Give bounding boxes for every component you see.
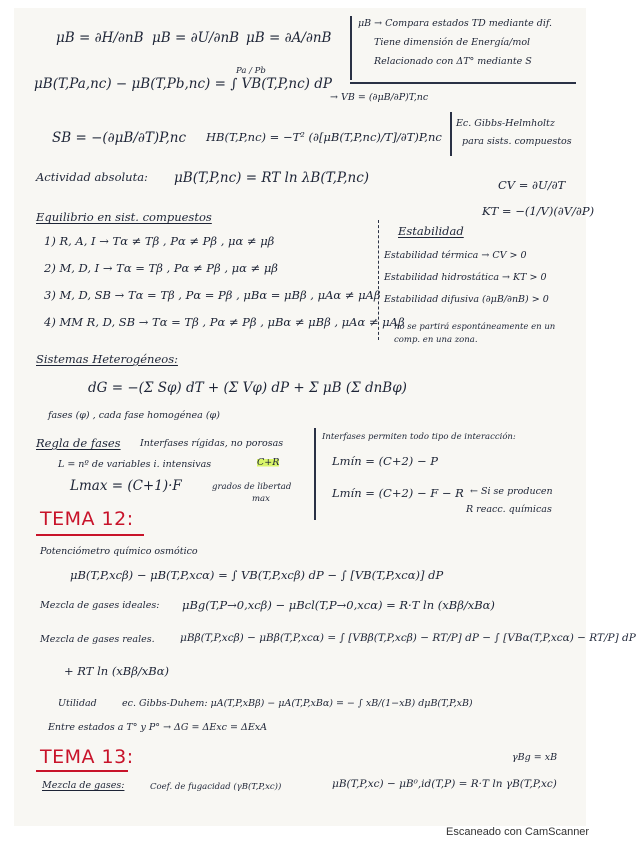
fases-lmin-reacciones: Lmín = (C+2) − F − R (332, 486, 464, 500)
integral-limits: Pa / Pb (236, 66, 266, 76)
tema-12-underline (36, 534, 144, 536)
equilibrio-row-1: 1) R, A, I → Tα ≠ Tβ , Pα ≠ Pβ , μα ≠ μβ (44, 234, 275, 248)
tema-13-equation: μB(T,P,xc) − μB⁰,id(T,P) = R·T ln γB(T,P,xc) (332, 778, 557, 790)
sistemas-heading: Sistemas Heterogéneos: (36, 352, 178, 366)
gh-note-2: para sists. compuestos (462, 136, 572, 147)
def-muB-A: μB = ∂A/∂nB (246, 30, 332, 46)
gh-divider (450, 112, 452, 156)
gh-note-1: Ec. Gibbs-Helmholtz (456, 118, 555, 129)
estabilidad-heading: Estabilidad (398, 224, 464, 238)
tema-12-equation-1: μB(T,P,xcβ) − μB(T,P,xcα) = ∫ VB(T,P,xcβ) dP − ∫ [VB(T,P,xcα)] dP (70, 568, 444, 582)
fases-lmax: Lmax = (C+1)·F (70, 478, 182, 494)
equilibrio-row-4: 4) MM R, D, SB → Tα = Tβ , Pα ≠ Pβ , μBα ≠ μBβ , μAα ≠ μAβ (44, 315, 405, 329)
note-line-1: μB → Compara estados TD mediante dif. (358, 18, 553, 29)
tema-12-reales-tail: + RT ln (xBβ/xBα) (64, 664, 169, 678)
estabilidad-row-2: Estabilidad hidrostática → KT > 0 (384, 272, 547, 283)
vb-definition: → VB = (∂μB/∂P)T,nc (330, 92, 429, 103)
def-muB-H: μB = ∂H/∂nB (56, 30, 144, 46)
note-line-3: Relacionado con ΔT° mediante S (374, 56, 532, 67)
tema-12-title: TEMA 12: (40, 508, 134, 530)
fases-grados-2: max (252, 494, 270, 504)
tema-12-potenciometro: Potenciómetro químico osmótico (40, 546, 198, 557)
estabilidad-row-1: Estabilidad térmica → CV > 0 (384, 250, 527, 261)
tema-12-reales-label: Mezcla de gases reales. (40, 634, 155, 645)
entropy-equation: SB = −(∂μB/∂T)P,nc (52, 130, 187, 146)
tema-12-reales-equation: μBβ(T,P,xcβ) − μBβ(T,P,xcα) = ∫ [VBβ(T,P,xcβ) − RT/P] dP − ∫ [VBα(T,P,xcα) − RT/P] dP (180, 632, 636, 644)
cv-definition: CV = ∂U/∂T (498, 178, 566, 192)
scanned-notes-page (14, 8, 636, 826)
note-line-2: Tiene dimensión de Energía/mol (374, 37, 531, 48)
fases-si-producen: ← Si se producen (470, 486, 553, 497)
fases-grados-1: grados de libertad (212, 482, 292, 492)
kt-definition: KT = −(1/V)(∂V/∂P) (482, 204, 595, 218)
fases-divider (314, 428, 316, 520)
tema-13-identity: γBg = xB (512, 752, 558, 763)
tema-13-underline (36, 770, 128, 772)
fases-cr-highlight: C+R (257, 457, 280, 468)
tema-13-coeficiente: Coef. de fugacidad (γB(T,P,xc)) (150, 782, 282, 792)
tema-12-ideales-label: Mezcla de gases ideales: (40, 600, 160, 611)
fases-heading: Regla de fases (36, 436, 121, 450)
fases-reacc-quimicas: R reacc. químicas (466, 504, 552, 515)
tema-13-title: TEMA 13: (40, 746, 134, 768)
fases-lmin: Lmín = (C+2) − P (332, 454, 438, 468)
integral-equation: μB(T,Pa,nc) − μB(T,Pb,nc) = ∫ VB(T,P,nc) dP (34, 76, 332, 92)
fases-subheading: Interfases rígidas, no porosas (140, 438, 284, 449)
equilibrio-row-3: 3) M, D, SB → Tα = Tβ , Pα = Pβ , μBα = μBβ , μAα ≠ μAβ (44, 288, 381, 302)
estabilidad-row-3: Estabilidad difusiva (∂μB/∂nB) > 0 (384, 294, 549, 305)
equilibrio-row-2: 2) M, D, I → Tα = Tβ , Pα ≠ Pβ , μα ≠ μβ (44, 261, 278, 275)
sistemas-formula: dG = −(Σ Sφ) dT + (Σ Vφ) dP + Σ μB (Σ dnBφ) (88, 380, 407, 396)
estabilidad-note: no se partirá espontáneamente en un comp. en una zona. (394, 322, 556, 345)
tema-12-utilidad-equation: ec. Gibbs-Duhem: μA(T,P,xBβ) − μA(T,P,xBα) = − ∫ xB/(1−xB) dμB(T,P,xB) (122, 698, 473, 709)
def-muB-U: μB = ∂U/∂nB (152, 30, 240, 46)
tema-12-entre-estados: Entre estados a T° y P° → ΔG = ΔExc = ΔExA (48, 722, 267, 733)
camscanner-watermark: Escaneado con CamScanner (446, 826, 590, 838)
note-box-bottom (350, 82, 576, 84)
equilibrio-heading: Equilibrio en sist. compuestos (36, 210, 212, 224)
actividad-formula: μB(T,P,nc) = RT ln λB(T,P,nc) (174, 170, 370, 186)
sistemas-fases: fases (φ) , cada fase homogénea (φ) (48, 410, 220, 421)
tema-12-utilidad-label: Utilidad (58, 698, 97, 709)
tema-13-mezcla-label: Mezcla de gases: (42, 780, 125, 791)
estabilidad-divider (378, 220, 379, 340)
fases-right-heading: Interfases permiten todo tipo de interacción: (322, 432, 516, 442)
actividad-label: Actividad absoluta: (36, 170, 148, 184)
fases-l-definition: L = nº de variables i. intensivas (58, 459, 212, 470)
gibbs-helmholtz-equation: HB(T,P,nc) = −T² (∂[μB(T,P,nc)/T]/∂T)P,nc (206, 130, 442, 144)
tema-12-ideales-equation: μBg(T,P→0,xcβ) − μBcl(T,P→0,xcα) = R·T ln (xBβ/xBα) (182, 598, 495, 612)
note-box-divider (350, 16, 352, 80)
